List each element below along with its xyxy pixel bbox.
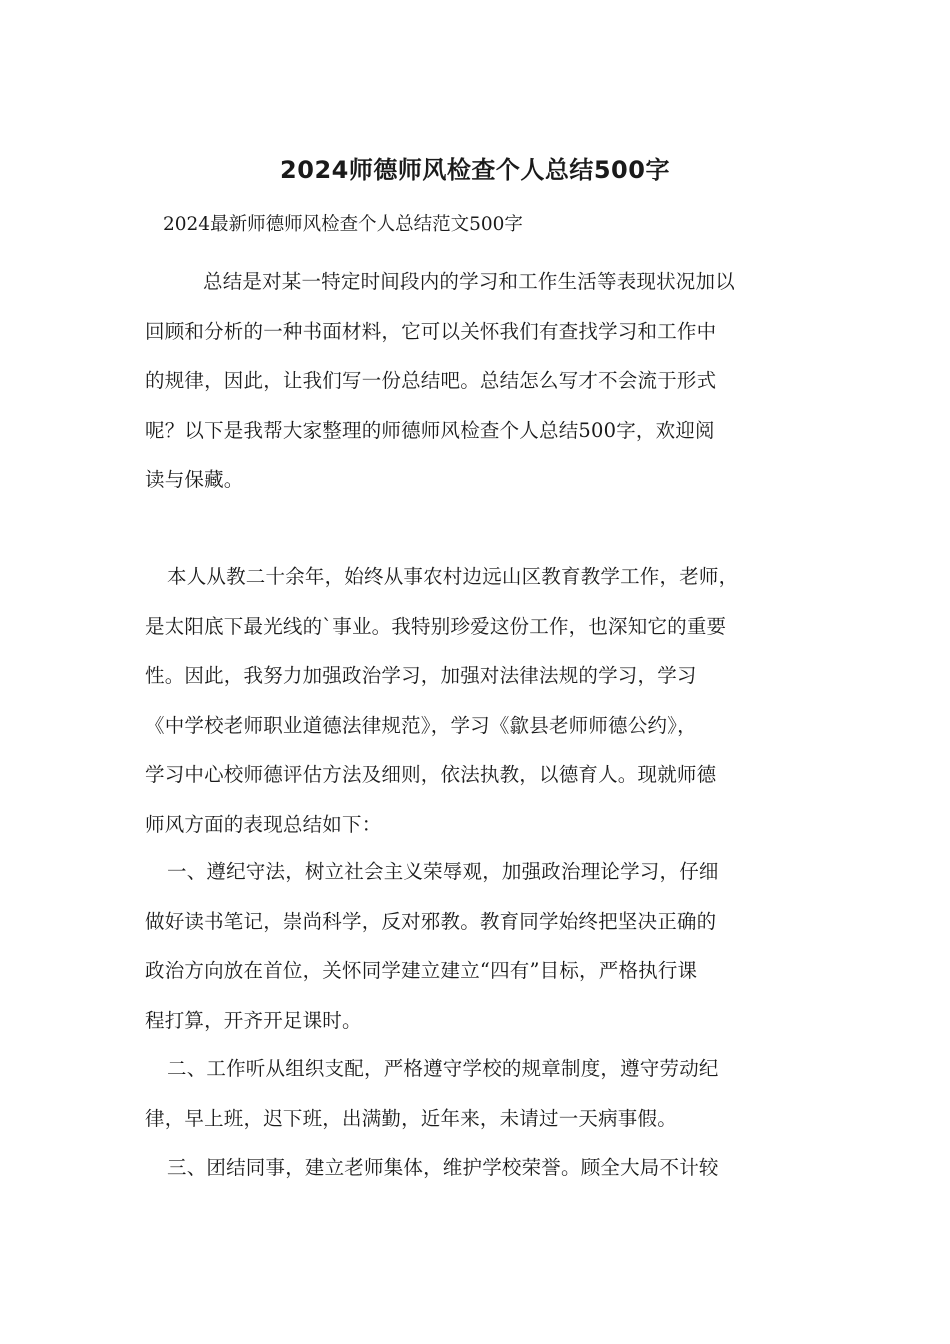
paragraph-line: 政治方向放在首位，关怀同学建立建立“四有”目标，严格执行课 <box>145 959 698 982</box>
paragraph-line: 二、工作听从组织支配，严格遵守学校的规章制度，遵守劳动纪 <box>167 1057 719 1080</box>
paragraph-line: 律，早上班，迟下班，出满勤，近年来，未请过一天病事假。 <box>145 1106 677 1130</box>
paragraph-line: 师风方面的表现总结如下： <box>145 812 382 836</box>
document-title: 2024师德师风检查个人总结500字 <box>280 156 670 184</box>
paragraph-line: 学习中心校师德评估方法及细则，依法执教，以德育人。现就师德 <box>145 763 717 786</box>
paragraph-line: 三、团结同事，建立老师集体，维护学校荣誉。顾全大局不计较 <box>167 1156 719 1179</box>
intro-paragraph <box>145 257 810 505</box>
paragraph-line: 总结是对某一特定时间段内的学习和工作生活等表现状况加以 <box>203 270 735 293</box>
paragraph-line: 本人从教二十余年，始终从事农村边远山区教育教学工作，老师， <box>167 565 739 588</box>
paragraph-line: 一、遵纪守法，树立社会主义荣辱观，加强政治理论学习，仔细 <box>167 860 719 883</box>
section-item-2 <box>145 1044 810 1143</box>
paragraph-line: 《中学校老师职业道德法律规范》，学习《歙县老师师德公约》， <box>145 713 697 737</box>
paragraph-line: 程打算，开齐开足课时。 <box>145 1008 362 1032</box>
body-paragraph <box>145 552 810 849</box>
paragraph-line: 做好读书笔记，崇尚科学，反对邪教。教育同学始终把坚决正确的 <box>145 909 717 933</box>
section-item-3 <box>145 1143 810 1193</box>
paragraph-line: 呢？以下是我帮大家整理的师德师风检查个人总结500字，欢迎阅 <box>145 418 715 442</box>
document-subtitle: 2024最新师德师风检查个人总结范文500字 <box>163 214 523 235</box>
section-item-1 <box>145 847 810 1045</box>
paragraph-line: 是太阳底下最光线的`事业。我特别珍爱这份工作，也深知它的重要 <box>145 614 727 638</box>
paragraph-line: 读与保藏。 <box>145 468 244 491</box>
paragraph-line: 性。因此，我努力加强政治学习，加强对法律法规的学习，学习 <box>145 664 697 687</box>
paragraph-line: 的规律，因此，让我们写一份总结吧。总结怎么写才不会流于形式 <box>145 369 717 392</box>
paragraph-line: 回顾和分析的一种书面材料，它可以关怀我们有查找学习和工作中 <box>145 319 717 343</box>
